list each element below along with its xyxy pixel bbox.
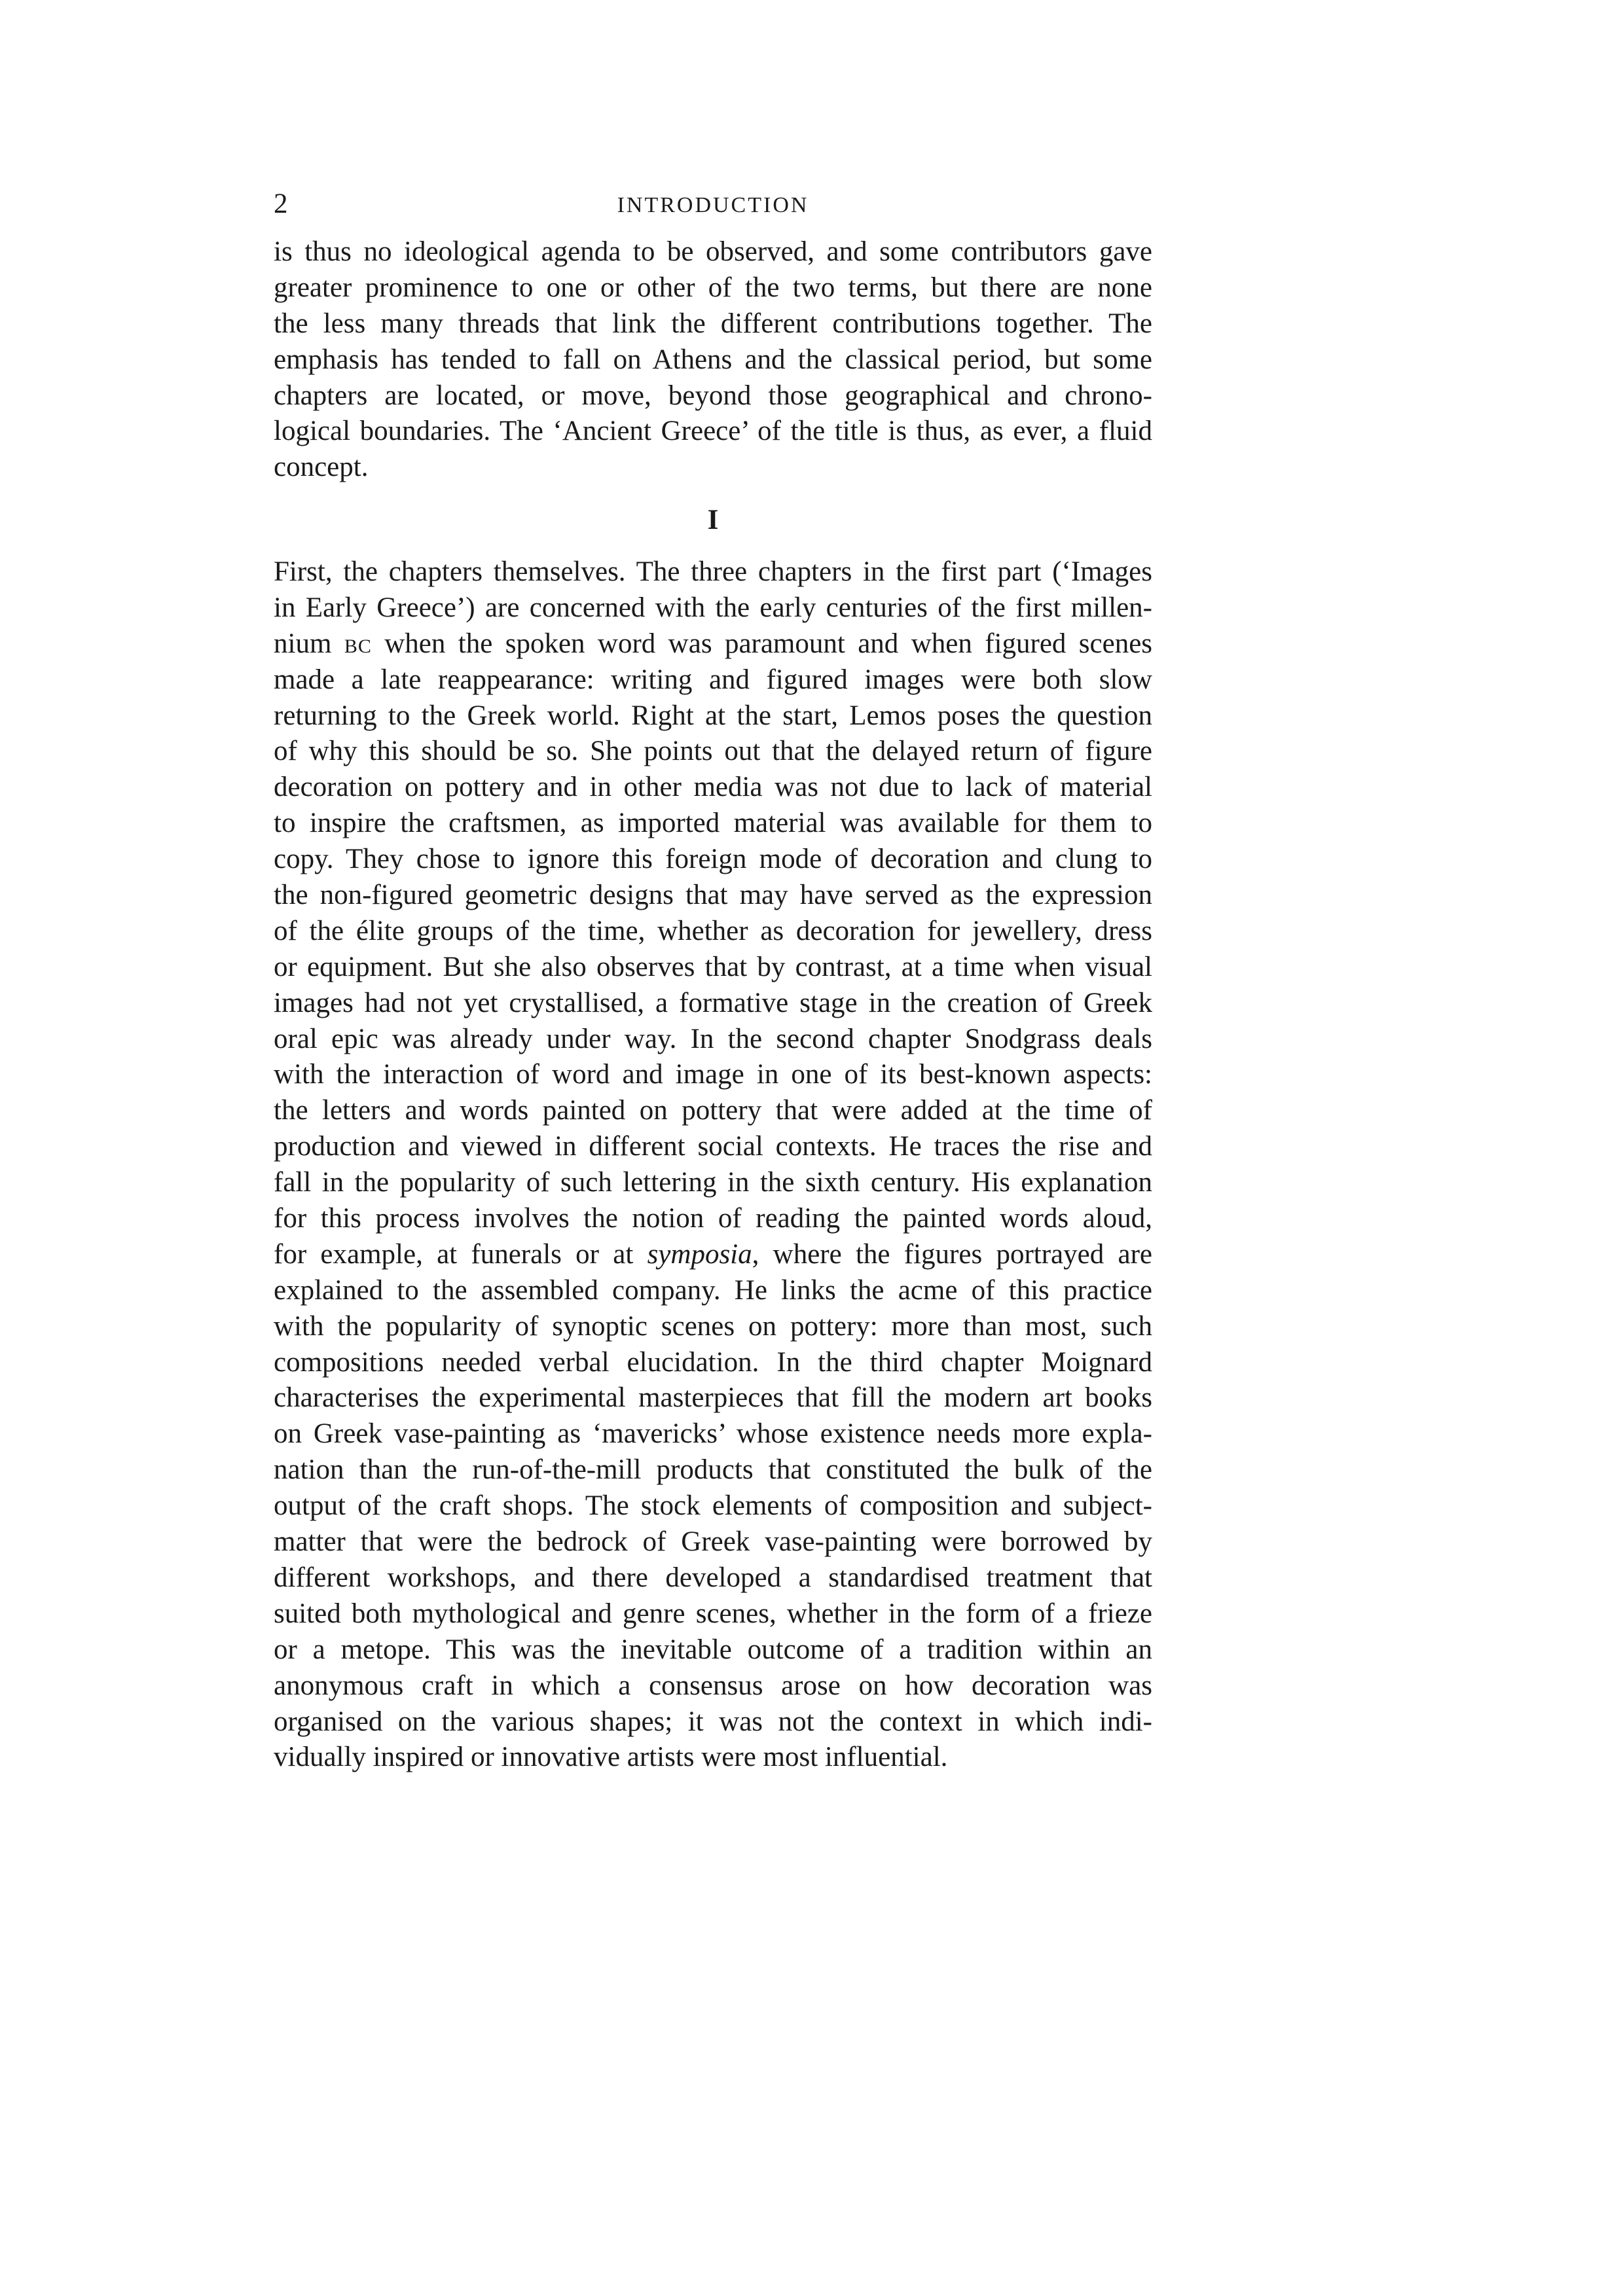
text-line: on Greek vase-painting as ‘mavericks’ whose existence needs more expla- (274, 1418, 1152, 1450)
text-line: vidually inspired or innovative artists were most influential. (274, 1742, 948, 1773)
text-line: copy. They chose to ignore this foreign mode of decoration and clung to (274, 844, 1152, 875)
line-rest-text: , where the figures portrayed are (752, 1238, 1152, 1270)
paragraph-2 (274, 554, 1152, 1776)
text-line: made a late reappearance: writing and figured images were both slow (274, 664, 1152, 695)
text-line: compositions needed verbal elucidation. In the third chapter Moignard (274, 1346, 1152, 1378)
text-line: output of the craft shops. The stock elements of composition and subject- (274, 1490, 1152, 1522)
text-line: nation than the run-of-the-mill products that constituted the bulk of the (274, 1454, 1152, 1486)
text-line: in Early Greece’) are concerned with the early centuries of the first millen- (274, 592, 1152, 623)
paragraph-1 (274, 234, 1152, 486)
italic-term: symposia (647, 1238, 752, 1270)
text-line (274, 1237, 1152, 1273)
text-line: matter that were the bedrock of Greek vase-painting were borrowed by (274, 1526, 1152, 1558)
page-number: 2 (274, 188, 288, 219)
text-line: decoration on pottery and in other media was not due to lack of material (274, 772, 1152, 803)
text-line: greater prominence to one or other of the two terms, but there are none (274, 272, 1152, 303)
text-line: concept. (274, 452, 369, 483)
text-line: with the interaction of word and image in one of its best-known aspects: (274, 1059, 1152, 1090)
text-line: the less many threads that link the different contributions together. The (274, 308, 1152, 339)
text-line: or equipment. But she also observes that by contrast, at a time when visual (274, 951, 1152, 982)
text-line: oral epic was already under way. In the second chapter Snodgrass deals (274, 1023, 1152, 1054)
text-line: of why this should be so. She points out that the delayed return of figure (274, 736, 1152, 767)
section-number: I (707, 505, 719, 535)
text-line: organised on the various shapes; it was not the context in which indi- (274, 1706, 1152, 1737)
line-start-text: nium (274, 628, 332, 659)
text-line: production and viewed in different social contexts. He traces the rise and (274, 1131, 1152, 1162)
text-line: chapters are located, or move, beyond those geographical and chrono- (274, 380, 1152, 411)
text-line: of the élite groups of the time, whether as decoration for jewellery, dress (274, 915, 1152, 946)
text-line: the letters and words painted on pottery that were added at the time of (274, 1095, 1152, 1126)
text-line: First, the chapters themselves. The three chapters in the first part (‘Images (274, 556, 1152, 587)
text-line: with the popularity of synoptic scenes on pottery: more than most, such (274, 1310, 1152, 1342)
running-head (274, 185, 1152, 224)
text-line: anonymous craft in which a consensus arose on how decoration was (274, 1670, 1152, 1701)
text-line (274, 626, 1152, 662)
text-line: different workshops, and there developed a standardised treatment that (274, 1562, 1152, 1593)
text-line: emphasis has tended to fall on Athens and the classical period, but some (274, 344, 1152, 375)
line-rest-text: when the spoken word was paramount and when figured scenes (384, 628, 1153, 659)
text-line: images had not yet crystallised, a formative stage in the creation of Greek (274, 987, 1152, 1018)
text-line: to inspire the craftsmen, as imported material was available for them to (274, 808, 1152, 839)
running-title: INTRODUCTION (617, 193, 809, 217)
line-start-text: for example, at funerals or at (274, 1238, 634, 1270)
text-line: for this process involves the notion of reading the painted words aloud, (274, 1203, 1152, 1234)
small-caps-era: BC (344, 635, 372, 657)
text-line: the non-figured geometric designs that may have served as the expression (274, 880, 1152, 911)
text-line: fall in the popularity of such lettering in the sixth century. His explanation (274, 1167, 1152, 1198)
text-line: or a metope. This was the inevitable outcome of a tradition within an (274, 1634, 1152, 1665)
text-line: explained to the assembled company. He links the acme of this practice (274, 1274, 1152, 1306)
text-line: suited both mythological and genre scenes, whether in the form of a frieze (274, 1598, 1152, 1629)
text-line: is thus no ideological agenda to be observed, and some contributors gave (274, 236, 1152, 267)
text-line: characterises the experimental masterpieces that fill the modern art books (274, 1382, 1152, 1414)
text-line: returning to the Greek world. Right at the start, Lemos poses the question (274, 700, 1152, 731)
text-line: logical boundaries. The ‘Ancient Greece’ of the title is thus, as ever, a fluid (274, 416, 1152, 447)
